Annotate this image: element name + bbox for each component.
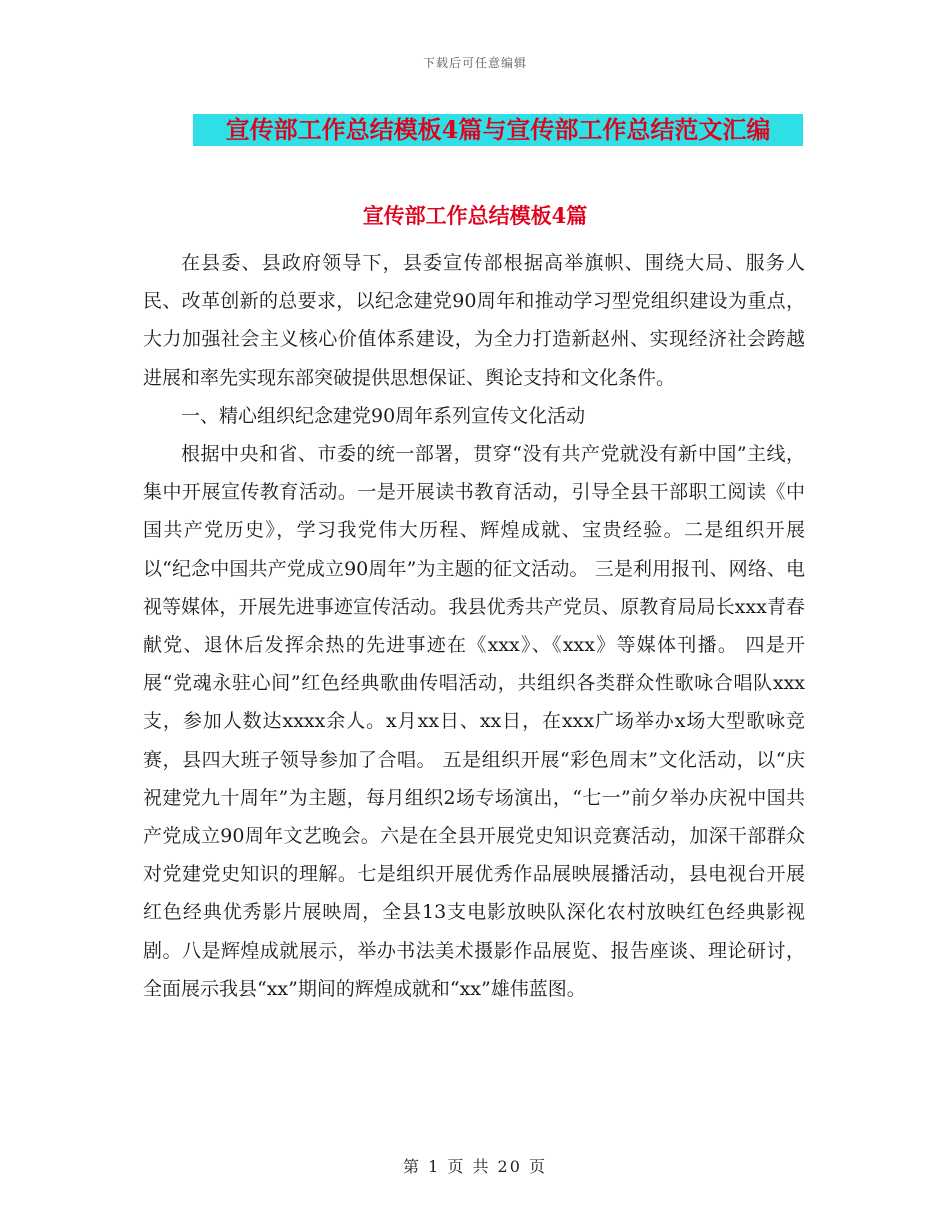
header-note: 下载后可任意编辑 xyxy=(422,56,527,70)
page-footer: 第 1 页 共 20 页 xyxy=(403,1157,547,1176)
section-title: 宣传部工作总结模板4篇 xyxy=(362,203,588,228)
paragraph-activities: 根据中央和省、市委的统一部署，贯穿“没有共产党就没有新中国”主线，集中开展宣传教育活动。一是开展读书教育活动，引导全县干部职工阅读《中国共产党历史》，学习我党伟大历程、辉煌成就、宝贵经验。二是组织开展以“纪念中国共产党成立90周年”为主题的征文活动。 三是利用报刊、网络、电视等媒体，开展先进事迹宣传活动。我县优秀共产党员、原教育局局长xxx青春献党、退休后发挥余热的先进事迹在《xxx》、《xxx》等媒体刊播。 四是开展“党魂永驻心间”红色经典歌曲传唱活动，共组织各类群众性歌咏合唱队xxx支，参加人数达xxxx余人。x月xx日、xx日，在xxx广场举办x场大型歌咏竞赛，县四大班子领导参加了合唱。 五是组织开展“彩色周末”文化活动，以“庆祝建党九十周年”为主题，每月组织2场专场演出，“七一”前夕举办庆祝中国共产党成立90周年文艺晚会。六是在全县开展党史知识竞赛活动，加深干部群众对党建党史知识的理解。七是组织开展优秀作品展映展播活动，县电视台开展红色经典优秀影片展映周，全县13支电影放映队深化农村放映红色经典影视剧。八是辉煌成就展示，举办书法美术摄影作品展览、报告座谈、理论研讨，全面展示我县“xx”期间的辉煌成就和“xx”雄伟蓝图。 xyxy=(143,443,805,1000)
paragraph-heading-1: 一、精心组织纪念建党90周年系列宣传文化活动 xyxy=(181,404,586,427)
paragraph-intro: 在县委、县政府领导下，县委宣传部根据高举旗帜、围绕大局、服务人民、改革创新的总要求，以纪念建党90周年和推动学习型党组织建设为重点，大力加强社会主义核心价值体系建设，为全力打造新赵州、实现经济社会跨越进展和率先实现东部突破提供思想保证、舆论支持和文化条件。 xyxy=(143,252,805,389)
document-body xyxy=(143,244,805,1008)
document-title: 宣传部工作总结模板4篇与宣传部工作总结范文汇编 xyxy=(225,115,771,144)
document-title-highlight xyxy=(193,114,803,146)
